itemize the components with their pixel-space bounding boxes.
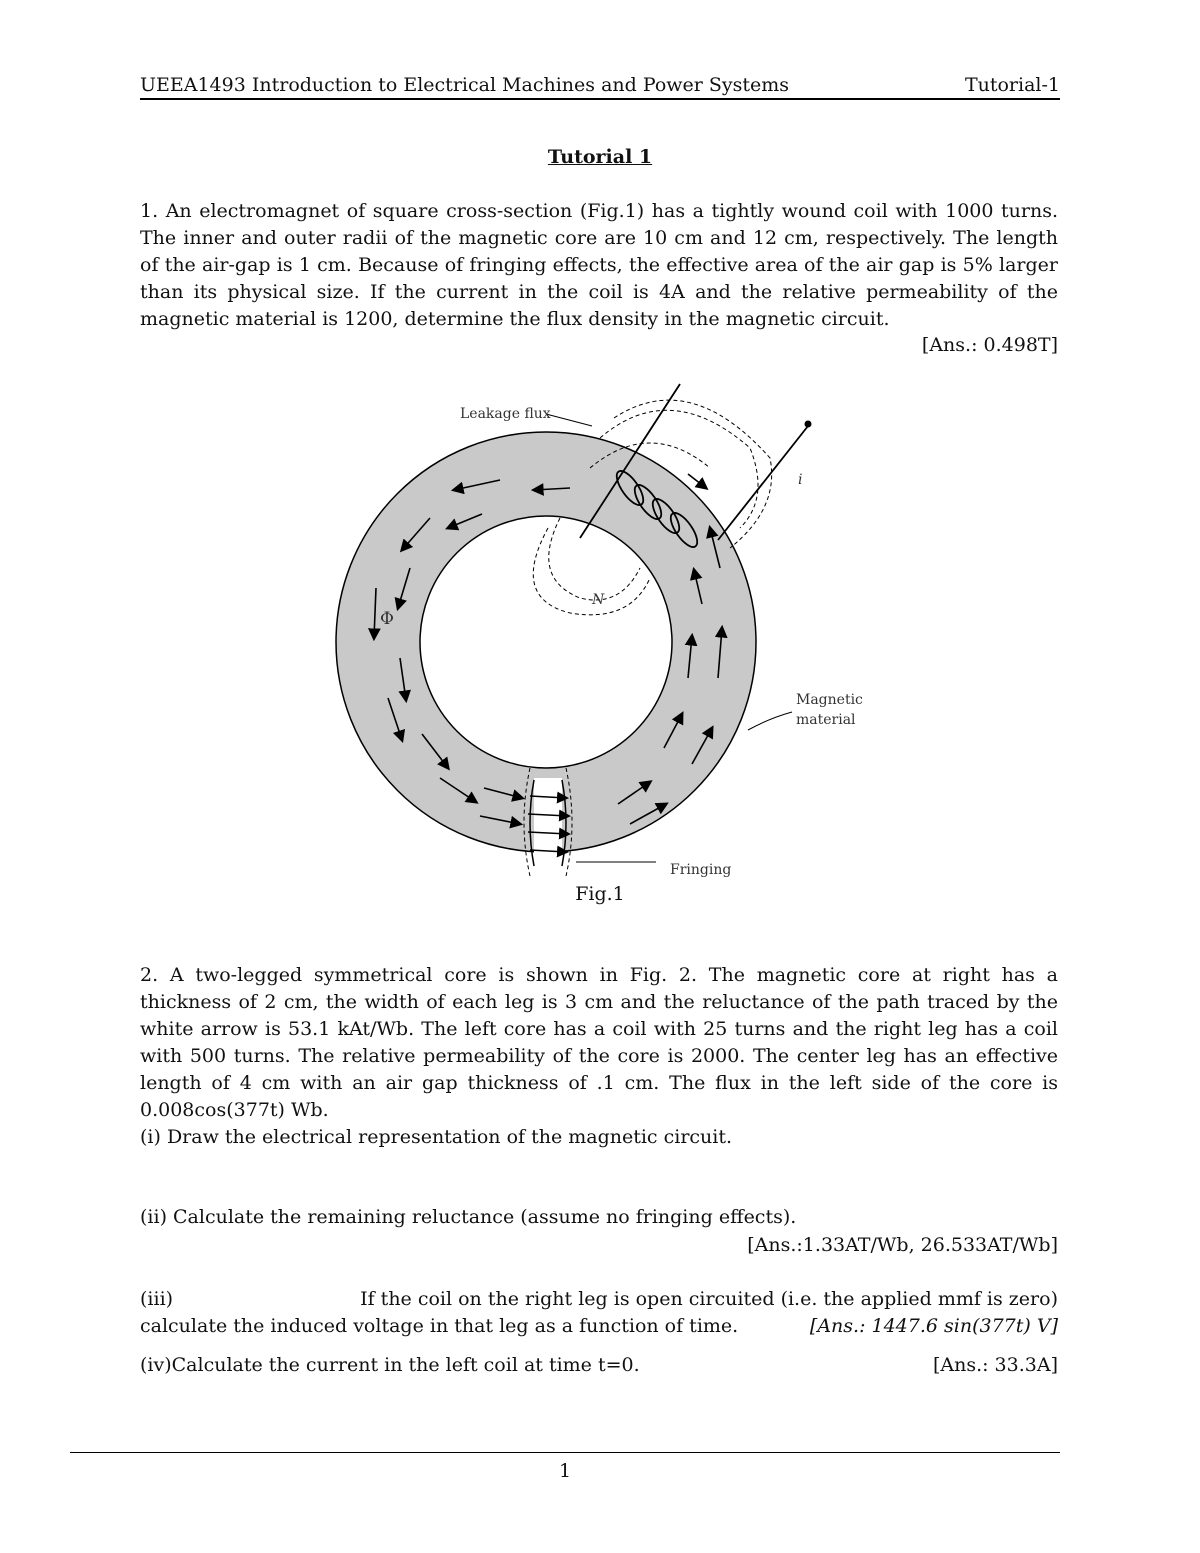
figure-1-toroid-diagram [330,378,870,888]
core-inner-edge [420,516,672,768]
page-number: 1 [558,1460,572,1482]
question-2-part-iii-label: (iii) [140,1288,174,1310]
leakage-pointer [546,414,592,426]
label-N: N [592,592,605,608]
label-fringing: Fringing [670,862,732,878]
header-tag: Tutorial-1 [964,74,1060,96]
material-pointer [748,712,792,730]
label-material: material [796,712,856,728]
label-magnetic: Magnetic [796,692,863,708]
footer-rule [70,1452,1060,1453]
header-course: UEEA1493 Introduction to Electrical Machines and Power Systems [140,74,790,96]
terminal-dot [805,421,812,428]
label-leakage-flux: Leakage flux [460,406,551,422]
question-2-part-iv: (iv)Calculate the current in the left coil at time t=0. [140,1354,640,1376]
question-2-part-iii-answer: [Ans.: 1447.6 sin(377t) V] [809,1315,1058,1337]
question-2-part-ii-answer: [Ans.:1.33AT/Wb, 26.533AT/Wb] [747,1234,1058,1256]
page-title: Tutorial 1 [547,146,653,168]
question-2-part-iv-answer: [Ans.: 33.3A] [932,1354,1058,1376]
air-gap [534,778,562,868]
label-phi: Φ [380,609,394,629]
question-1-answer: [Ans.: 0.498T] [921,334,1058,356]
question-2-part-iii-line1: If the coil on the right leg is open circuited (i.e. the applied mmf is zero) [360,1288,1058,1310]
question-2-part-ii: (ii) Calculate the remaining reluctance (assume no fringing effects). [140,1206,797,1228]
label-i: i [798,472,803,488]
figure-1-caption: Fig.1 [575,883,625,905]
question-1-text: 1. An electromagnet of square cross-section (Fig.1) has a tightly wound coil with 1000 turns. The inner and outer radii of the magnetic core are 10 cm and 12 cm, respectively. The length of the air-gap is 1 cm. Because of fringing effects, the effective area of the air gap is 5% larger than its physical size. If the current in the coil is 4A and the relative permeability of the magnetic material is 1200, determine the flux density in the magnetic circuit. [140,200,1058,330]
question-2-part-i: (i) Draw the electrical representation of the magnetic circuit. [140,1126,733,1148]
header-rule [140,98,1060,100]
question-2-part-iii-line2: calculate the induced voltage in that leg as a function of time. [140,1315,739,1337]
question-2-text: 2. A two-legged symmetrical core is shown in Fig. 2. The magnetic core at right has a thickness of 2 cm, the width of each leg is 3 cm and the reluctance of the path traced by the white arrow is 53.1 kAt/Wb. The left core has a coil with 25 turns and the right leg has a coil with 500 turns. The relative permeability of the core is 2000. The center leg has an effective length of 4 cm with an air gap thickness of .1 cm. The flux in the left side of the core is 0.008cos(377t) Wb. [140,964,1058,1121]
